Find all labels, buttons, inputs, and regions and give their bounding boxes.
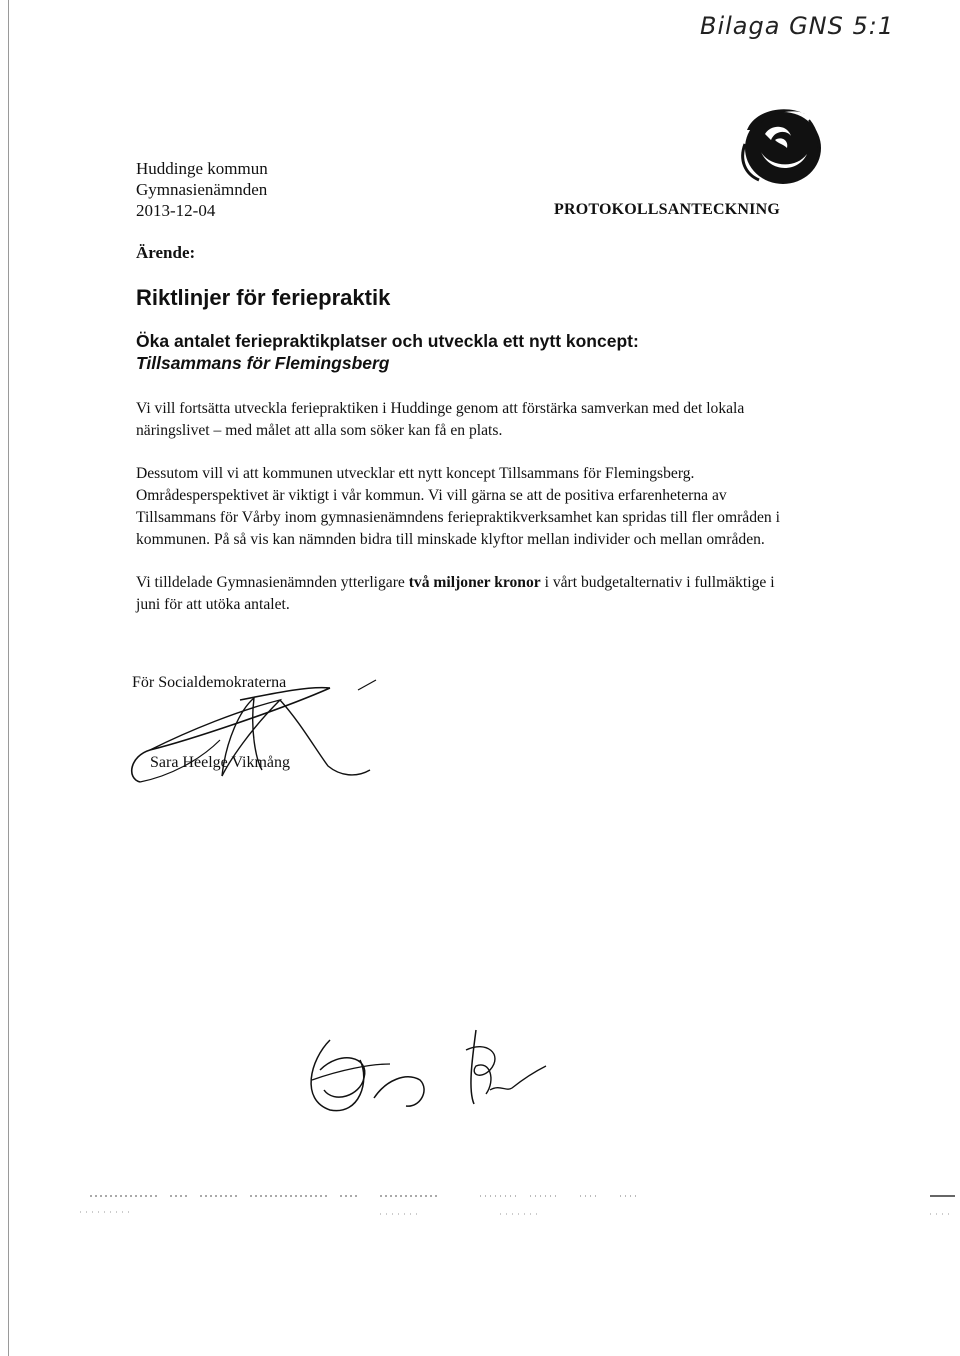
paragraph-2: Dessutom vill vi att kommunen utvecklar ett nytt koncept Tillsammans för Flemingsberg. Områdesperspektivet är viktigt i vår kommun. Vi vill gärna se att de positiva erfarenheterna av Tillsammans för Vårby inom gymnasienämndens feriepraktikverksamhet kan spridas till fler områden i kommunen. På så vis kan nämnden bidra till minskade klyftor mellan individer och mellan områden. — [136, 465, 780, 548]
document-date: 2013-12-04 — [136, 201, 216, 220]
paragraph-3-emphasis: två miljoner kronor — [408, 574, 541, 591]
handwritten-initials-icon — [290, 1020, 550, 1120]
scan-edge-line — [8, 0, 9, 1356]
signature-block — [130, 670, 430, 800]
document-type: PROTOKOLLSANTECKNING — [554, 201, 780, 218]
committee-name: Gymnasienämnden — [136, 180, 268, 199]
subtitle-line-1: Öka antalet feriepraktikplatser och utveckla ett nytt koncept: — [136, 331, 639, 351]
signature-party-line: För Socialdemokraterna — [132, 674, 287, 691]
handwritten-annotation: Bilaga GNS 5:1 — [700, 12, 895, 40]
header-block — [136, 158, 268, 221]
handwritten-signature-icon — [130, 670, 430, 800]
paragraph-3-end: i vårt budgetalternativ i fullmäktige i juni för att utöka antalet. — [136, 574, 775, 613]
arende-label: Ärende: — [136, 243, 196, 262]
organization-name: Huddinge kommun — [136, 159, 268, 178]
paragraph-3 — [136, 572, 796, 616]
social-democrats-rose-logo-icon — [725, 100, 825, 190]
paragraph-1: Vi vill fortsätta utveckla feriepraktiken i Huddinge genom att förstärka samverkan med det lokala näringslivet – med målet att alla som söker kan få en plats. — [136, 400, 745, 439]
scan-artifact-line — [0, 1188, 960, 1228]
document-title: Riktlinjer för feriepraktik — [136, 285, 391, 310]
document-subtitle — [136, 330, 639, 374]
body-text — [136, 398, 796, 637]
subtitle-line-2: Tillsammans för Flemingsberg — [136, 353, 390, 373]
paragraph-3-start: Vi tilldelade Gymnasienämnden ytterligare — [136, 574, 409, 591]
signature-name: Sara Heelge Vikmång — [150, 754, 291, 771]
